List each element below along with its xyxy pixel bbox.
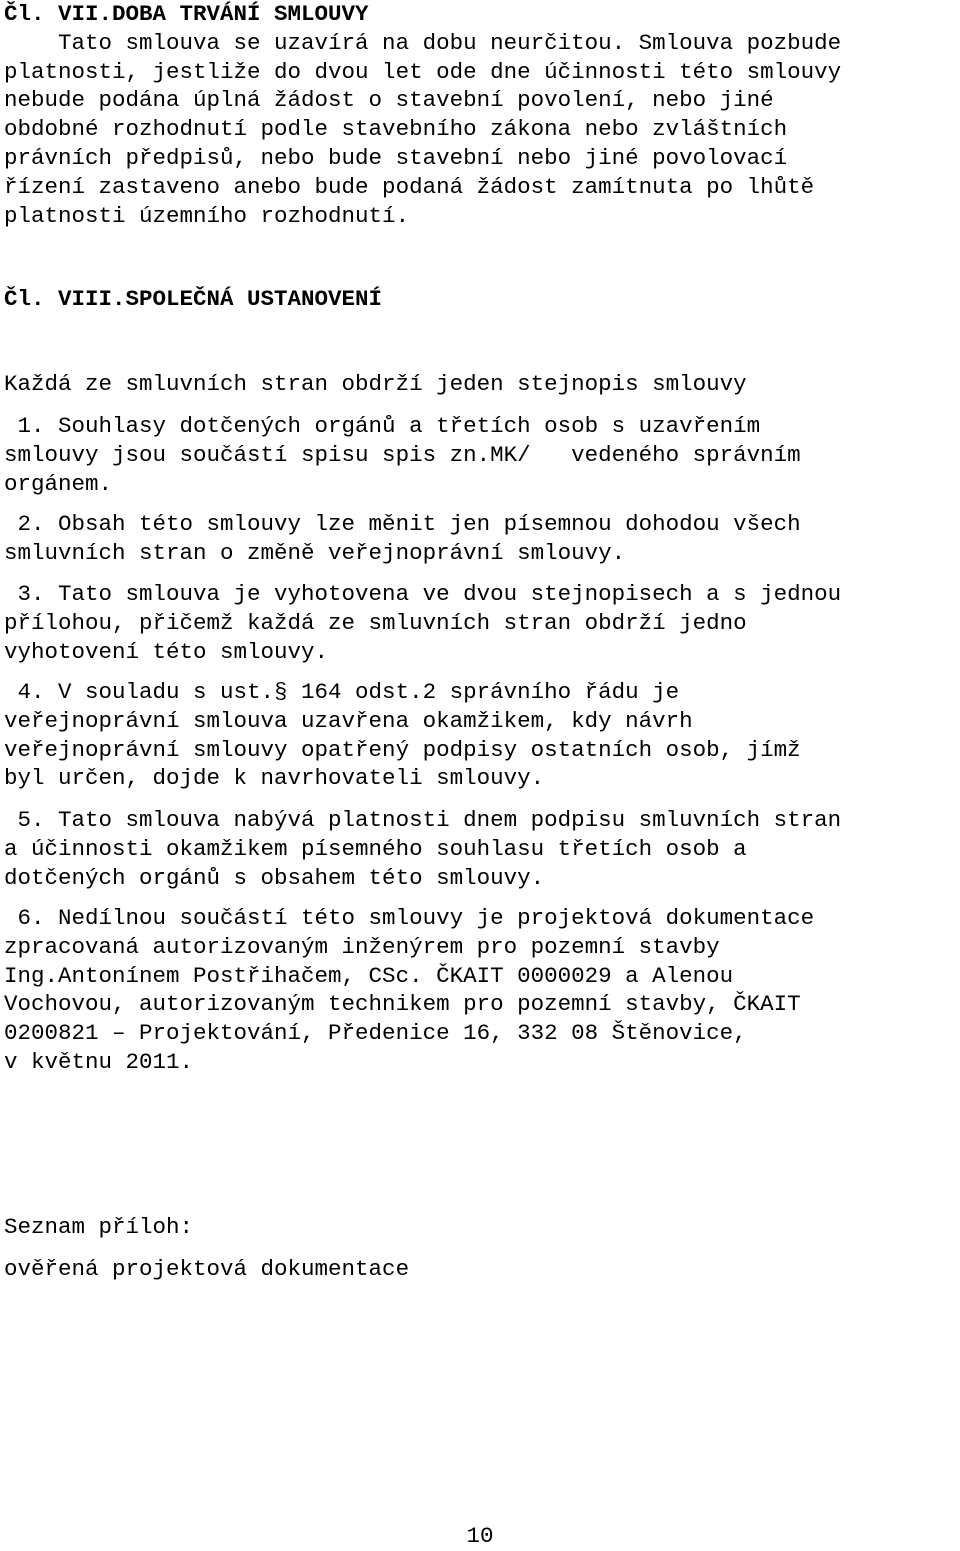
list-item-line: byl určen, dojde k navrhovateli smlouvy.	[4, 765, 545, 792]
list-item-line: vyhotovení této smlouvy.	[4, 638, 329, 665]
list-item-line: 0200821 – Projektování, Předenice 16, 332 08 Štěnovice,	[4, 1020, 747, 1047]
list-item-line: smlouvy jsou součástí spisu spis zn.MK/ vedeného správním	[4, 441, 801, 468]
list-item-line: Ing.Antonínem Postřihačem, CSc. ČKAIT 0000029 a Alenou	[4, 962, 734, 989]
page-number: 10	[466, 1523, 494, 1549]
paragraph-line: nebude podána úplná žádost o stavební povolení, nebo jiné	[4, 87, 774, 114]
list-item-line: zpracovaná autorizovaným inženýrem pro pozemní stavby	[4, 933, 720, 960]
paragraph-line: právních předpisů, nebo bude stavební nebo jiné povolovací	[4, 145, 788, 171]
list-item-line: 4. V souladu s ust.§ 164 odst.2 správního řádu je	[4, 679, 680, 705]
list-item-line: orgánem.	[4, 470, 113, 497]
list-item-line: Vochovou, autorizovaným technikem pro pozemní stavby, ČKAIT	[4, 991, 801, 1018]
list-item-line: veřejnoprávní smlouva uzavřena okamžikem, kdy návrh	[4, 707, 693, 734]
list-item-line: veřejnoprávní smlouvy opatřený podpisy ostatních osob, jímž	[4, 736, 801, 763]
attachments-item: ověřená projektová dokumentace	[4, 1256, 410, 1282]
list-item-line: 5. Tato smlouva nabývá platnosti dnem podpisu smluvních stran	[4, 807, 842, 833]
paragraph-line: obdobné rozhodnutí podle stavebního zákona nebo zvláštních	[4, 116, 788, 143]
paragraph-line: řízení zastaveno anebo bude podaná žádost zamítnuta po lhůtě	[4, 173, 815, 200]
paragraph-line: platnosti, jestliže do dvou let ode dne účinnosti této smlouvy	[4, 58, 842, 85]
list-item-line: 2. Obsah této smlouvy lze měnit jen písemnou dohodou všech	[4, 511, 801, 537]
list-item-line: a účinnosti okamžikem písemného souhlasu třetích osob a	[4, 835, 747, 862]
section-7-heading: Čl. VII.DOBA TRVÁNÍ SMLOUVY	[4, 1, 369, 27]
list-item-line: přílohou, přičemž každá ze smluvních stran obdrží jedno	[4, 609, 747, 636]
list-item-line: dotčených orgánů s obsahem této smlouvy.	[4, 864, 545, 891]
list-item-line: 6. Nedílnou součástí této smlouvy je projektová dokumentace	[4, 905, 815, 931]
list-item-line: smluvních stran o změně veřejnoprávní smlouvy.	[4, 539, 626, 566]
section-8-heading: Čl. VIII.SPOLEČNÁ USTANOVENÍ	[4, 286, 383, 312]
attachments-heading: Seznam příloh:	[4, 1214, 194, 1240]
list-item-line: 3. Tato smlouva je vyhotovena ve dvou stejnopisech a s jednou	[4, 581, 842, 607]
section-8-intro: Každá ze smluvních stran obdrží jeden stejnopis smlouvy	[4, 371, 747, 397]
list-item-line: v květnu 2011.	[4, 1049, 194, 1075]
list-item-line: 1. Souhlasy dotčených orgánů a třetích osob s uzavřením	[4, 413, 761, 439]
paragraph-line: Tato smlouva se uzavírá na dobu neurčitou. Smlouva pozbude	[4, 29, 842, 56]
paragraph-line: platnosti územního rozhodnutí.	[4, 202, 410, 229]
